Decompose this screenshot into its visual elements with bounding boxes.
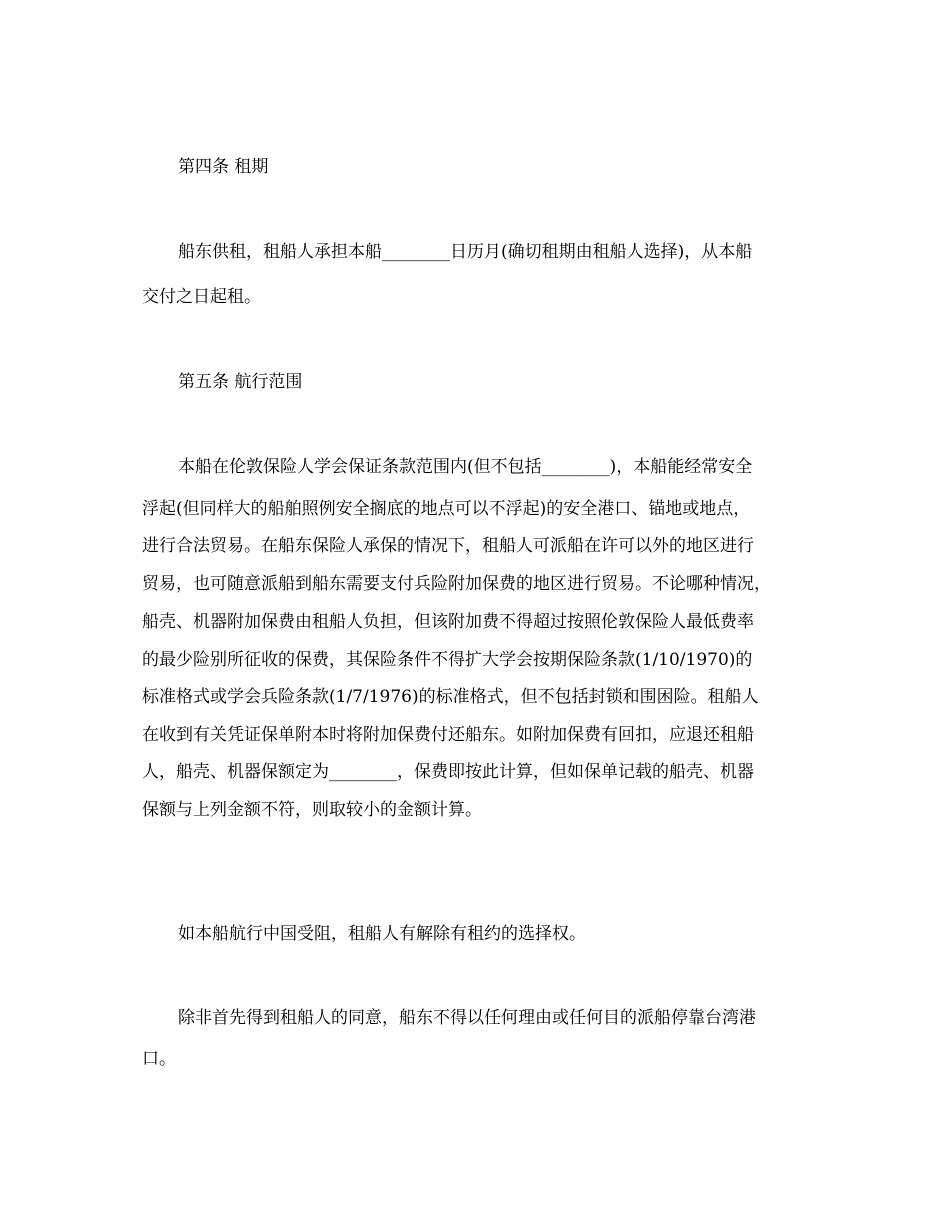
article-5-paragraph-3-line: 口。 [142,1049,176,1069]
article-5-paragraph-line: 浮起(但同样大的船舶照例安全搁底的地点可以不浮起)的安全港口、锚地或地点， [142,499,751,519]
article-4-paragraph-line: 船东供租，租船人承担本船________日历月(确切租期由租船人选择)，从本船 [178,242,753,262]
article-5-paragraph-line: 船壳、机器附加保费由租船人负担，但该附加费不得超过按照伦敦保险人最低费率 [142,612,754,632]
article-5-paragraph-2: 如本船航行中国受阻，租船人有解除有租约的选择权。 [178,924,586,944]
article-5-paragraph-line: 在收到有关凭证保单附本时将附加保费付还船东。如附加保费有回扣，应退还租船 [142,725,754,745]
article-4-paragraph-line: 交付之日起租。 [142,287,261,307]
article-5-paragraph-line: 保额与上列金额不符，则取较小的金额计算。 [142,800,482,820]
article-5-paragraph-line: 的最少险别所征收的保费，其保险条件不得扩大学会按期保险条款(1/10/1970)的 [142,650,753,670]
article-5-heading: 第五条 航行范围 [178,372,303,392]
article-5-paragraph-line: 贸易，也可随意派船到船东需要支付兵险附加保费的地区进行贸易。不论哪种情况， [142,574,771,594]
article-5-paragraph-line: 本船在伦敦保险人学会保证条款范围内(但不包括________)，本船能经常安全 [178,457,753,477]
article-5-paragraph-line: 人，船壳、机器保额定为________，保费即按此计算，但如保单记载的船壳、机器 [142,762,754,782]
article-5-paragraph-line: 标准格式或学会兵险条款(1/7/1976)的标准格式，但不包括封锁和围困险。租船人 [142,687,759,707]
article-4-heading: 第四条 租期 [178,157,269,177]
article-5-paragraph-3-line: 除非首先得到租船人的同意，船东不得以任何理由或任何目的派船停靠台湾港 [178,1008,756,1028]
article-5-paragraph-line: 进行合法贸易。在船东保险人承保的情况下，租船人可派船在许可以外的地区进行 [142,536,754,556]
